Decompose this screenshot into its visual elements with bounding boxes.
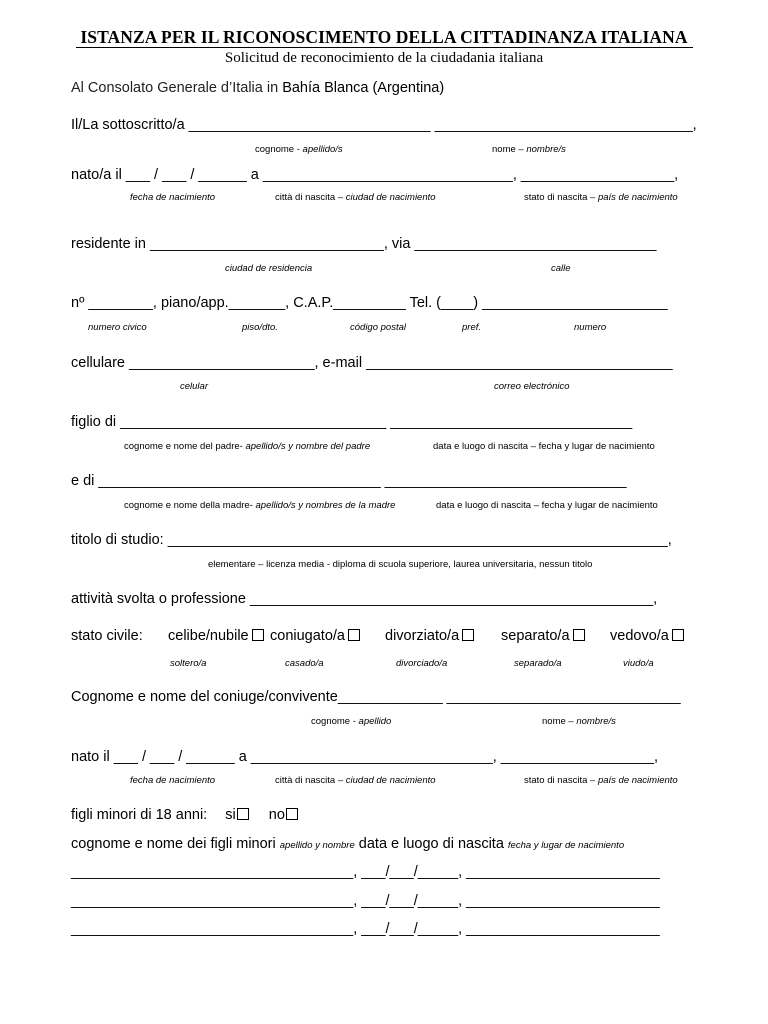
hint-celular: celular: [180, 381, 208, 392]
figli-minori-label: figli minori di 18 anni:: [71, 807, 208, 823]
sottoscritto-field[interactable]: Il/La sottoscritto/a ______________________________ ________________________________,: [71, 117, 697, 133]
option-divorziato[interactable]: divorziato/a: [385, 628, 474, 644]
consulate-city: Bahía Blanca (Argentina): [282, 80, 445, 96]
checkbox-no[interactable]: [286, 808, 298, 820]
consulate-prefix: Al Consolato Generale d’Italia in: [71, 80, 283, 96]
figli-minori-row: [71, 807, 298, 823]
figlio-row-2[interactable]: ___________________________________, ___/___/_____, ________________________: [71, 893, 660, 909]
hint-madre: cognome e nome della madre- apellido/s y nombres de la madre: [124, 500, 396, 511]
hint-codigo-postal: código postal: [350, 322, 406, 333]
option-si[interactable]: si: [225, 807, 248, 823]
hint-pref: pref.: [462, 322, 482, 333]
hint-coniuge-citta: città di nascita – ciudad de nacimiento: [275, 775, 436, 786]
option-separato[interactable]: separato/a: [501, 628, 585, 644]
hint-data-luogo-padre: data e luogo di nascita – fecha y lugar de nacimiento: [433, 441, 655, 452]
hint-coniuge-stato: stato di nascita – país de nacimiento: [524, 775, 678, 786]
hint-fecha-nacimiento: fecha de nacimiento: [130, 192, 216, 203]
checkbox-si[interactable]: [237, 808, 249, 820]
hint-casado: casado/a: [285, 658, 324, 669]
checkbox-celibe[interactable]: [252, 629, 264, 641]
nato-field[interactable]: nato/a il ___ / ___ / ______ a _______________________________, ___________________,: [71, 167, 679, 183]
checkbox-separato[interactable]: [573, 629, 585, 641]
checkbox-coniugato[interactable]: [348, 629, 360, 641]
numero-field[interactable]: nº ________, piano/app._______, C.A.P._________ Tel. (____) _______________________: [71, 295, 668, 311]
hint-citta-nascita: città di nascita – ciudad de nacimiento: [275, 192, 436, 203]
consulate-line: [71, 80, 444, 96]
option-celibe[interactable]: celibe/nubile: [168, 628, 264, 644]
stato-civile-label: stato civile:: [71, 628, 143, 644]
hint-coniuge-cognome: cognome - apellido: [311, 716, 392, 727]
hint-numero: numero: [574, 322, 607, 333]
hint-stato-nascita: stato di nascita – país de nacimiento: [524, 192, 678, 203]
hint-piso: piso/dto.: [242, 322, 278, 333]
cellulare-field[interactable]: cellulare _______________________, e-mail ______________________________________: [71, 355, 673, 371]
hint-soltero: soltero/a: [170, 658, 207, 669]
hint-coniuge-nome: nome – nombre/s: [542, 716, 616, 727]
coniuge-nato-field[interactable]: nato il ___ / ___ / ______ a ______________________________, ___________________,: [71, 749, 659, 765]
padre-field[interactable]: figlio di _________________________________ ______________________________: [71, 414, 633, 430]
form-subtitle: Solicitud de reconocimiento de la ciudadania italiana: [224, 50, 544, 66]
hint-separado: separado/a: [514, 658, 562, 669]
option-vedovo[interactable]: vedovo/a: [610, 628, 684, 644]
hint-calle: calle: [551, 263, 571, 274]
hint-padre: cognome e nome del padre- apellido/s y nombre del padre: [124, 441, 371, 452]
option-no[interactable]: no: [269, 807, 298, 823]
hint-divorciado: divorciado/a: [396, 658, 448, 669]
title-underline: [76, 47, 693, 48]
hint-ciudad-residencia: ciudad de residencia: [225, 263, 313, 274]
hint-numero-civico: numero civico: [88, 322, 147, 333]
residente-field[interactable]: residente in _____________________________, via ______________________________: [71, 236, 657, 252]
madre-field[interactable]: e di ___________________________________ ______________________________: [71, 473, 627, 489]
checkbox-vedovo[interactable]: [672, 629, 684, 641]
figlio-row-3[interactable]: ___________________________________, ___/___/_____, ________________________: [71, 921, 660, 937]
hint-data-luogo-madre: data e luogo di nascita – fecha y lugar de nacimiento: [436, 500, 658, 511]
coniuge-field[interactable]: Cognome e nome del coniuge/convivente_____________ _____________________________: [71, 689, 681, 705]
figlio-row-1[interactable]: ___________________________________, ___/___/_____, ________________________: [71, 864, 660, 880]
option-coniugato[interactable]: coniugato/a: [270, 628, 360, 644]
figli-list-header: cognome e nome dei figli minori apellido y nombre data e luogo di nascita fecha y lugar de nacimiento: [71, 836, 625, 852]
hint-viudo: viudo/a: [623, 658, 654, 669]
form-title: ISTANZA PER IL RICONOSCIMENTO DELLA CITTADINANZA ITALIANA: [80, 27, 688, 47]
hint-coniuge-fecha: fecha de nacimiento: [130, 775, 216, 786]
hint-cognome: cognome - apellido/s: [255, 144, 343, 155]
hint-correo: correo electrónico: [494, 381, 570, 392]
professione-field[interactable]: attività svolta o professione __________________________________________________,: [71, 591, 658, 607]
hint-nome: nome – nombre/s: [492, 144, 566, 155]
hint-titolo-studio: elementare – licenza media - diploma di scuola superiore, laurea universitaria, nessun titolo: [208, 559, 593, 570]
checkbox-divorziato[interactable]: [462, 629, 474, 641]
titolo-studio-field[interactable]: titolo di studio: ______________________________________________________________,: [71, 532, 672, 548]
